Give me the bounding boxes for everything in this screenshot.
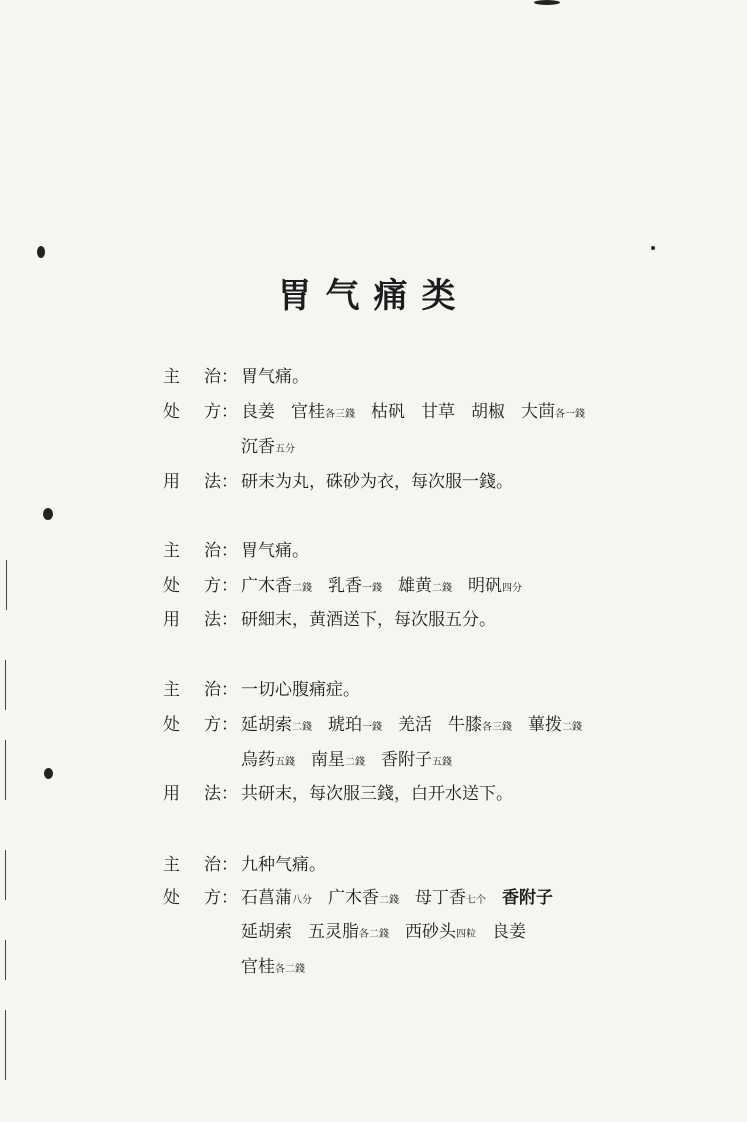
scan-speck bbox=[37, 246, 45, 258]
scan-edge-line bbox=[6, 560, 7, 610]
scan-speck bbox=[651, 246, 655, 250]
indication-text: 胃气痛。 bbox=[241, 541, 309, 561]
page-title: 胃气痛类 bbox=[277, 276, 470, 316]
scan-edge-line bbox=[5, 660, 6, 710]
indication-text: 胃气痛。 bbox=[241, 367, 309, 387]
scan-edge-line bbox=[5, 940, 6, 980]
scan-edge-line bbox=[5, 740, 6, 800]
scan-speck bbox=[44, 768, 53, 779]
scan-edge-line bbox=[5, 1010, 6, 1080]
usage-text: 研末为丸，硃砂为衣，每次服一錢。 bbox=[241, 472, 513, 492]
scan-speck bbox=[43, 508, 53, 520]
prescription-text: 良姜 官桂各三錢 枯矾 甘草 胡椒 大茴各一錢 bbox=[241, 402, 585, 422]
indication-text: 九种气痛。 bbox=[241, 855, 326, 875]
prescription-text: 延胡索二錢 琥珀一錢 羌活 牛膝各三錢 蓽拨二錢 bbox=[241, 715, 582, 735]
prescription-text: 广木香二錢 乳香一錢 雄黄二錢 明矾四分 bbox=[241, 576, 522, 596]
scan-edge-line bbox=[5, 850, 6, 900]
usage-text: 共研末，每次服三錢，白开水送下。 bbox=[241, 784, 513, 804]
usage-text: 研細末，黄酒送下，每次服五分。 bbox=[241, 610, 496, 630]
indication-text: 一切心腹痛症。 bbox=[241, 680, 360, 700]
scan-smudge bbox=[534, 0, 560, 5]
prescription-text: 石菖蒲八分 广木香二錢 母丁香七个 香附子 bbox=[241, 888, 553, 908]
